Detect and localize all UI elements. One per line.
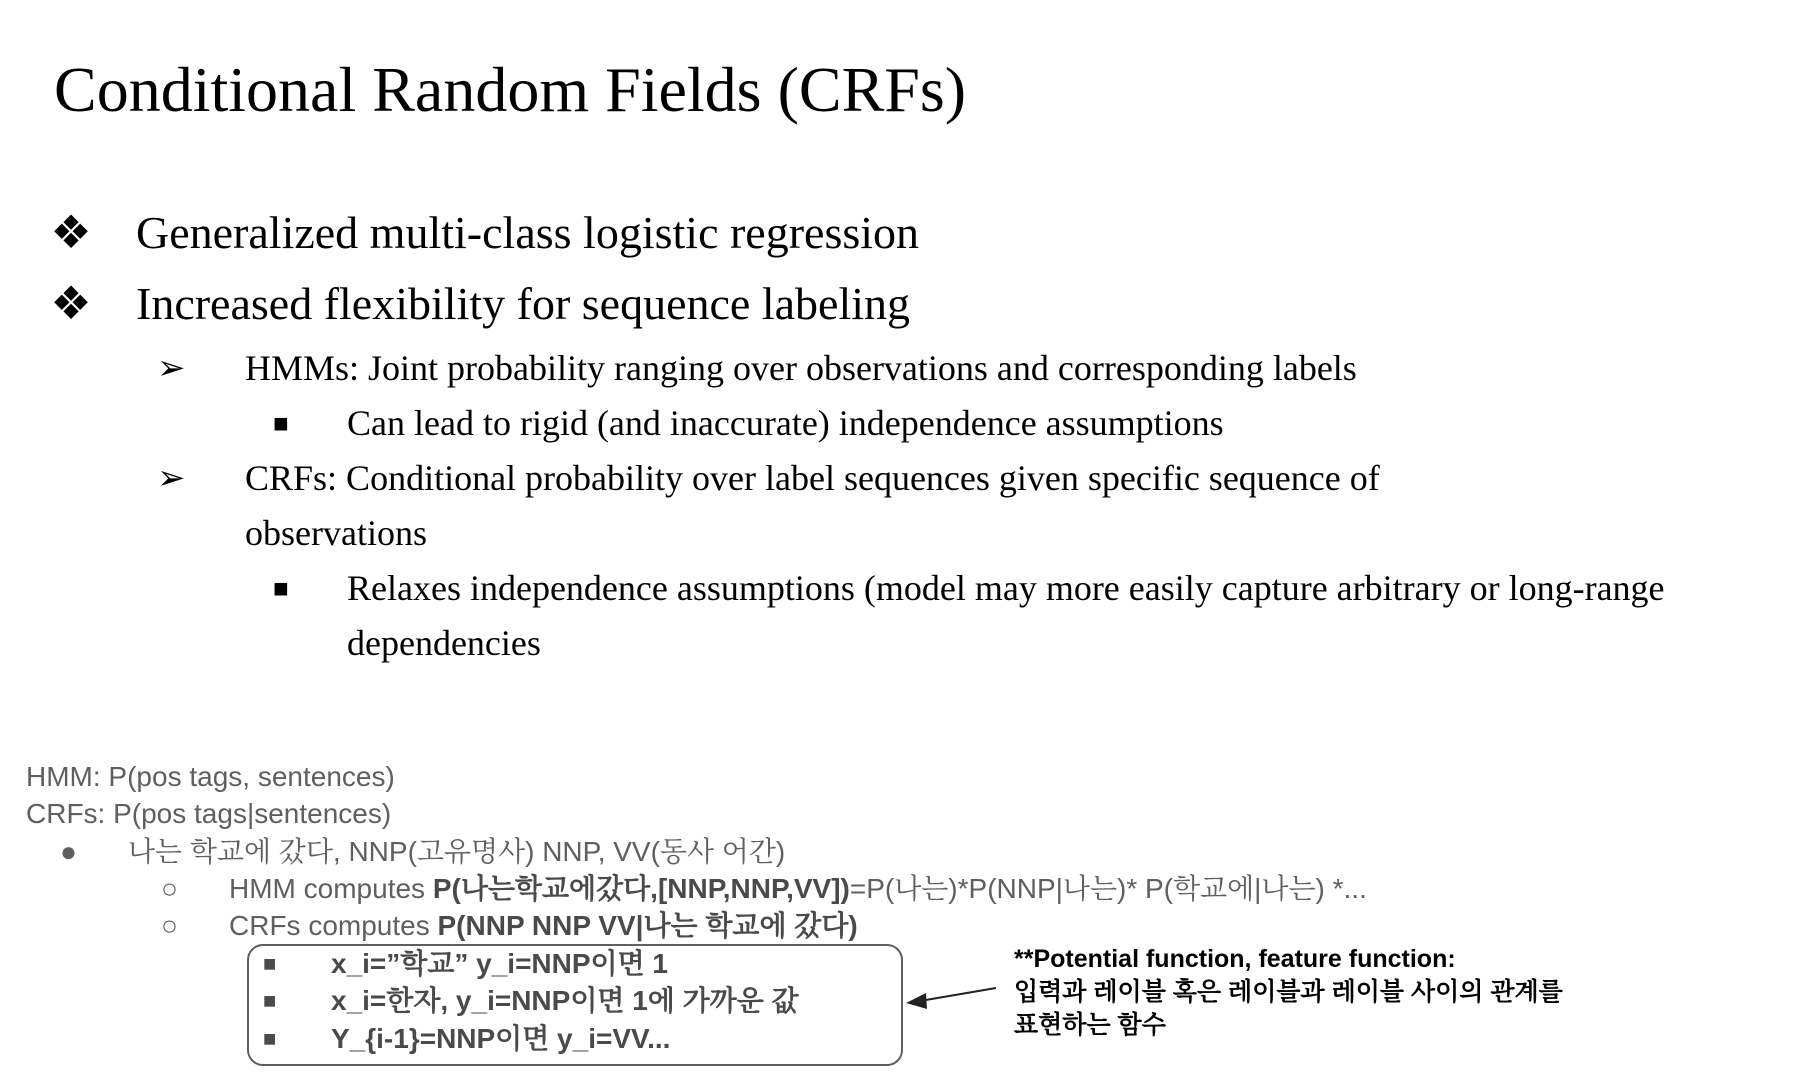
- dot-bullet-icon: ●: [60, 836, 77, 867]
- circle-bullet-icon: ○: [161, 873, 178, 904]
- square-bullet-icon: ■: [263, 951, 277, 976]
- sub-sub-bullet-text: Can lead to rigid (and inaccurate) independence assumptions: [347, 403, 1224, 443]
- arrow-bullet-icon: ➢: [157, 350, 186, 387]
- sub-bullet-text: CRFs: Conditional probability over label sequences given specific sequence of observations: [245, 458, 1380, 553]
- note-hmm-line: HMM: P(pos tags, sentences): [26, 761, 395, 792]
- square-bullet-icon: ■: [263, 988, 277, 1013]
- square-bullet-icon: ■: [273, 574, 289, 603]
- square-bullet-icon: ■: [273, 409, 289, 438]
- feature-text: Y_{i-1}=NNP이면 y_i=VV...: [331, 1023, 671, 1054]
- note-crf-computes-text: [229, 907, 858, 944]
- annotation-line-2: 입력과 레이블 혹은 레이블과 레이블 사이의 관계를: [1014, 978, 1563, 1006]
- square-bullet-icon: ■: [263, 1026, 277, 1051]
- bullet-text: Increased flexibility for sequence labeling: [136, 278, 911, 329]
- diamond-bullet-icon: ❖: [50, 278, 92, 329]
- sub-sub-bullet-text: Relaxes independence assumptions (model may more easily capture arbitrary or long-range dependencies: [347, 568, 1665, 663]
- arrow-bullet-icon: ➢: [157, 460, 186, 497]
- note-crf-line: CRFs: P(pos tags|sentences): [26, 798, 392, 829]
- note-hmm-computes-text: [229, 870, 1367, 907]
- slide-title: Conditional Random Fields (CRFs): [54, 54, 967, 125]
- crf-computes-bold: P(NNP NNP VV|나는 학교에 갔다): [437, 910, 858, 941]
- crf-computes-prefix: CRFs computes: [229, 910, 438, 941]
- circle-bullet-icon: ○: [161, 910, 178, 941]
- feature-text: x_i=한자, y_i=NNP이면 1에 가까운 값: [331, 985, 799, 1016]
- annotation-line-1: **Potential function, feature function:: [1014, 945, 1456, 973]
- note-example-text: 나는 학교에 갔다, NNP(고유명사) NNP, VV(동사 어간): [128, 836, 786, 867]
- potential-function-annotation: [1014, 943, 1563, 1042]
- feature-text: x_i=”학교” y_i=NNP이면 1: [331, 948, 668, 979]
- hmm-computes-prefix: HMM computes: [229, 873, 433, 904]
- diamond-bullet-icon: ❖: [50, 207, 92, 258]
- bullet-text: Generalized multi-class logistic regression: [136, 207, 920, 258]
- sub-bullet-text: HMMs: Joint probability ranging over observations and corresponding labels: [245, 348, 1357, 388]
- hmm-computes-bold: P(나는학교에갔다,[NNP,NNP,VV]): [432, 873, 850, 904]
- annotation-line-3: 표현하는 함수: [1014, 1011, 1166, 1039]
- hmm-computes-suffix: =P(나는)*P(NNP|나는)* P(학교에|나는) *...: [849, 873, 1367, 904]
